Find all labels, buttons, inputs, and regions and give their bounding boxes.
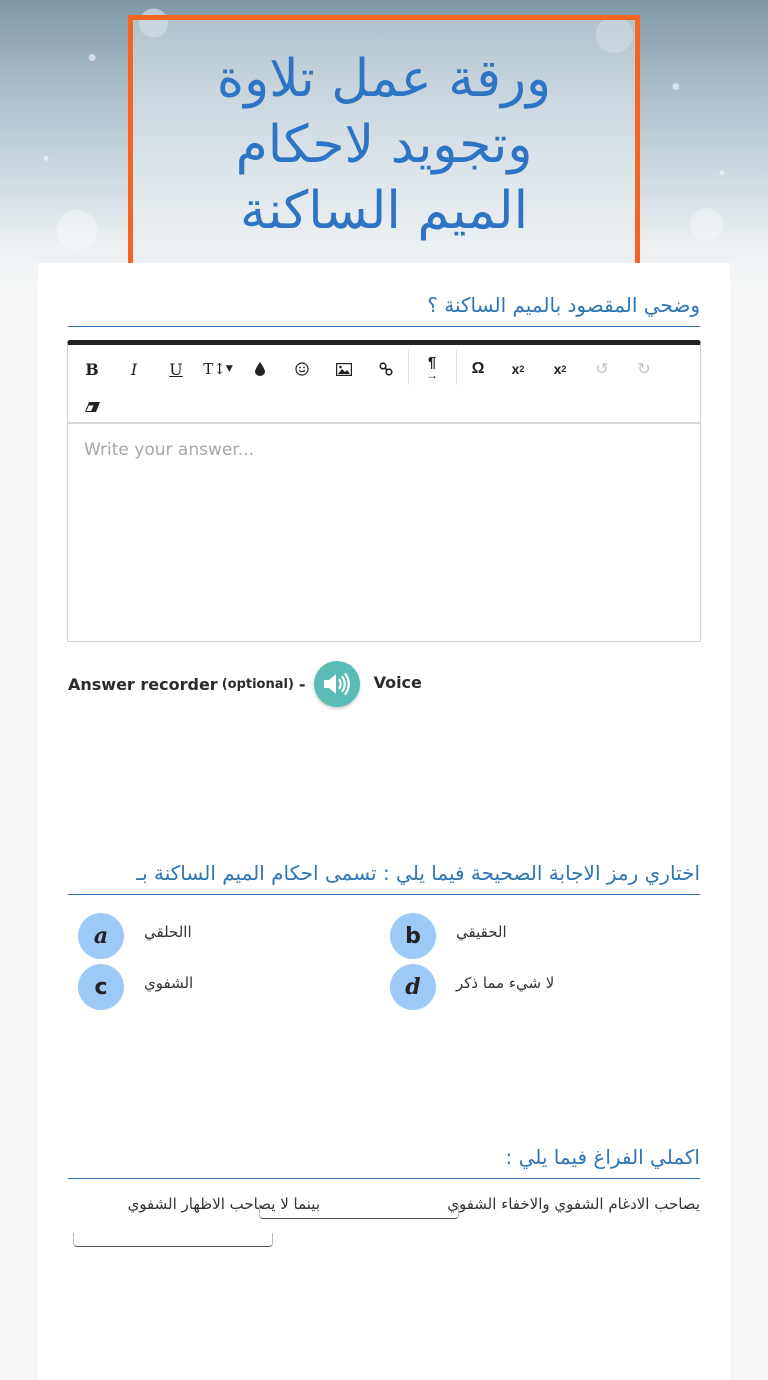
worksheet-content xyxy=(38,263,730,1380)
option-b-badge: b xyxy=(390,913,436,959)
toolbar-separator xyxy=(456,349,457,385)
rich-text-editor xyxy=(67,340,701,642)
underline-icon[interactable]: U xyxy=(169,359,183,379)
blank-input-2[interactable] xyxy=(73,1233,273,1247)
option-b-text: الحقيقي xyxy=(456,923,507,941)
title-card xyxy=(128,15,640,263)
recorder-label: Answer recorder xyxy=(68,674,218,694)
option-d-badge: d xyxy=(390,964,436,1010)
eraser-icon[interactable] xyxy=(74,393,110,421)
redo-icon[interactable]: ↻ xyxy=(637,361,651,378)
question-2-title: اختاري رمز الاجابة الصحيحة فيما يلي : تسمى احكام الميم الساكنة بـ xyxy=(68,861,700,895)
header-banner xyxy=(0,0,768,288)
option-b[interactable] xyxy=(390,913,690,959)
option-a[interactable] xyxy=(78,913,378,959)
editor-toolbar xyxy=(68,345,700,424)
option-d-text: لا شيء مما ذكر xyxy=(456,974,555,992)
question-3-title: اكملي الفراغ فيما يلي : xyxy=(68,1145,700,1179)
italic-icon[interactable]: I xyxy=(130,359,138,379)
question-1-title: وضحي المقصود بالميم الساكنة ؟ xyxy=(68,293,700,327)
answer-placeholder: Write your answer... xyxy=(84,440,254,460)
toolbar-separator xyxy=(408,349,409,385)
speaker-icon xyxy=(322,671,352,697)
answer-textarea[interactable] xyxy=(68,424,700,476)
worksheet-title: ورقة عمل تلاوة وتجويد لاحكام الميم الساكنة xyxy=(216,49,552,241)
bold-icon[interactable]: B xyxy=(85,359,99,379)
paragraph-direction-icon[interactable]: ¶ → xyxy=(426,354,438,382)
option-a-text: االحلقي xyxy=(144,923,192,941)
undo-icon[interactable]: ↺ xyxy=(595,361,609,378)
sentence-part-1: يصاحب الادغام الشفوي والاخفاء الشفوي xyxy=(447,1195,700,1213)
option-d[interactable] xyxy=(390,964,690,1010)
text-size-icon[interactable]: T↕ ▼ xyxy=(203,360,233,378)
special-char-icon[interactable]: Ω xyxy=(471,360,485,377)
subscript-icon[interactable]: x 2 xyxy=(511,361,525,377)
link-icon[interactable] xyxy=(368,355,404,383)
answer-recorder xyxy=(68,661,422,707)
color-drop-icon[interactable] xyxy=(242,355,278,383)
recorder-dash: - xyxy=(298,674,306,694)
option-c-text: الشفوي xyxy=(144,974,194,992)
sentence-part-2: بينما لا يصاحب الاظهار الشفوي xyxy=(127,1195,320,1213)
option-c-badge: c xyxy=(78,964,124,1010)
voice-label: Voice xyxy=(373,672,422,692)
voice-record-button[interactable] xyxy=(314,661,360,707)
emoji-icon[interactable] xyxy=(284,355,320,383)
superscript-icon[interactable]: x 2 xyxy=(553,361,567,377)
blank-input-1[interactable] xyxy=(259,1205,459,1219)
option-a-badge: a xyxy=(78,913,124,959)
image-icon[interactable] xyxy=(326,355,362,383)
recorder-optional-label: (optional) xyxy=(221,676,294,692)
option-c[interactable] xyxy=(78,964,378,1010)
